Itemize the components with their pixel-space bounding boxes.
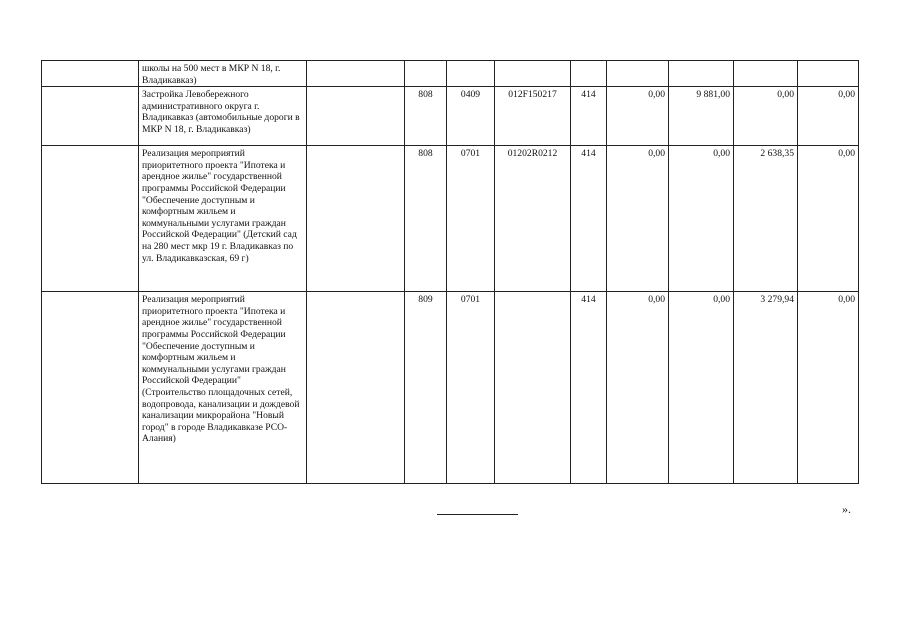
target-code-cell: 01202R0212 bbox=[495, 146, 571, 292]
expense-type-cell: 414 bbox=[571, 146, 607, 292]
budget-table bbox=[41, 60, 859, 484]
amount-cell: 0,00 bbox=[607, 146, 669, 292]
blank-cell bbox=[307, 61, 405, 87]
admin-code-cell: 809 bbox=[405, 292, 447, 484]
expense-name-cell: Реализация мероприятий приоритетного проекта "Ипотека и арендное жилье" государственной программы Российской Федерации "Обеспечение доступным и комфортным жильем и коммунальными услугами граждан Российской Федерации" (Строительство площадочных сетей, водопровода, канализации и дождевой канализации микрорайона "Новый город" в городе Владикавказе РСО-Алания) bbox=[139, 292, 307, 484]
section-code-cell: 0701 bbox=[447, 146, 495, 292]
table-row bbox=[42, 61, 859, 87]
blank-cell bbox=[307, 87, 405, 146]
admin-code-cell bbox=[405, 61, 447, 87]
amount-cell: 3 279,94 bbox=[734, 292, 798, 484]
table-row bbox=[42, 146, 859, 292]
amount-cell bbox=[734, 61, 798, 87]
amount-cell: 0,00 bbox=[798, 87, 859, 146]
signature-line bbox=[437, 514, 518, 515]
expense-type-cell: 414 bbox=[571, 292, 607, 484]
section-code-cell: 0409 bbox=[447, 87, 495, 146]
amount-cell bbox=[798, 61, 859, 87]
blank-cell bbox=[42, 292, 139, 484]
amount-cell: 0,00 bbox=[734, 87, 798, 146]
admin-code-cell: 808 bbox=[405, 87, 447, 146]
blank-cell bbox=[307, 146, 405, 292]
amount-cell: 0,00 bbox=[798, 292, 859, 484]
blank-cell bbox=[42, 61, 139, 87]
amount-cell: 9 881,00 bbox=[669, 87, 734, 146]
amount-cell: 0,00 bbox=[607, 292, 669, 484]
expense-name-cell: школы на 500 мест в МКР N 18, г. Владикавказ) bbox=[139, 61, 307, 87]
blank-cell bbox=[42, 146, 139, 292]
expense-name-cell: Реализация мероприятий приоритетного проекта "Ипотека и арендное жилье" государственной программы Российской Федерации "Обеспечение доступным и комфортным жильем и коммунальными услугами граждан Российской Федерации" (Детский сад на 280 мест мкр 19 г. Владикавказ по ул. Владикавказская, 69 г) bbox=[139, 146, 307, 292]
target-code-cell bbox=[495, 61, 571, 87]
amount-cell: 0,00 bbox=[669, 292, 734, 484]
expense-name-cell: Застройка Левобережного административного округа г. Владикавказ (автомобильные дороги в МКР N 18, г. Владикавказ) bbox=[139, 87, 307, 146]
table-row bbox=[42, 292, 859, 484]
expense-type-cell: 414 bbox=[571, 87, 607, 146]
target-code-cell: 012F150217 bbox=[495, 87, 571, 146]
amount-cell bbox=[669, 61, 734, 87]
amount-cell: 0,00 bbox=[669, 146, 734, 292]
section-code-cell bbox=[447, 61, 495, 87]
expense-type-cell bbox=[571, 61, 607, 87]
amount-cell bbox=[607, 61, 669, 87]
blank-cell bbox=[307, 292, 405, 484]
amount-cell: 0,00 bbox=[798, 146, 859, 292]
target-code-cell bbox=[495, 292, 571, 484]
admin-code-cell: 808 bbox=[405, 146, 447, 292]
amount-cell: 0,00 bbox=[607, 87, 669, 146]
section-code-cell: 0701 bbox=[447, 292, 495, 484]
closing-quote-mark: ». bbox=[842, 502, 851, 516]
table-row bbox=[42, 87, 859, 146]
amount-cell: 2 638,35 bbox=[734, 146, 798, 292]
blank-cell bbox=[42, 87, 139, 146]
